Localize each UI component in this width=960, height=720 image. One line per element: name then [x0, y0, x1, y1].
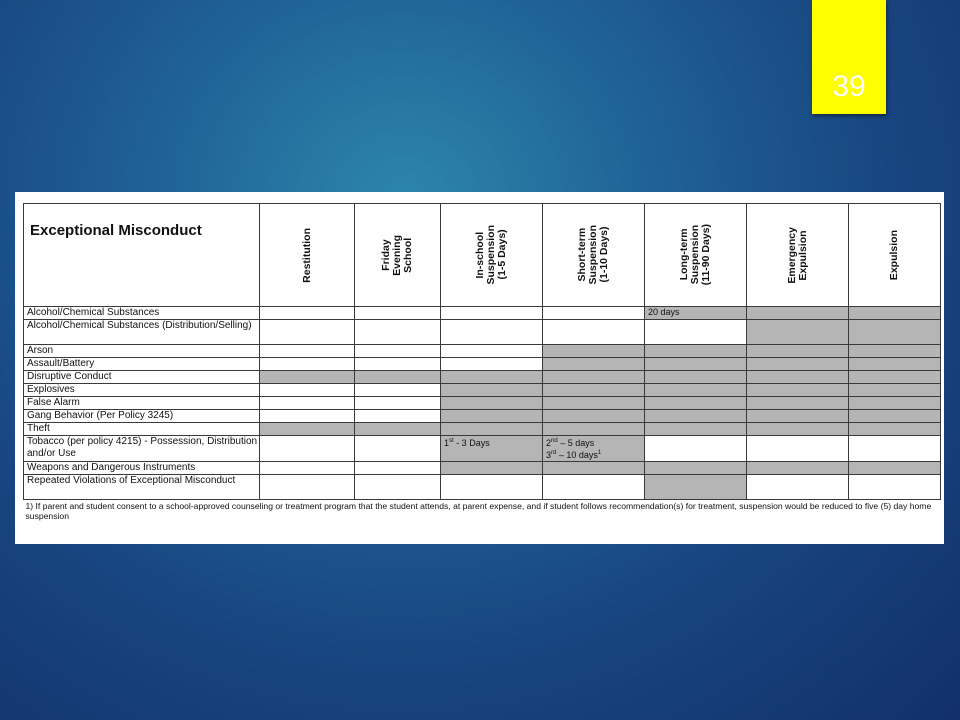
note-line: [546, 449, 644, 461]
cell: [747, 371, 849, 384]
cell: [543, 423, 645, 436]
note-ordinal: rd: [551, 450, 557, 456]
col-header-friday-evening-school: [355, 204, 441, 307]
cell: [747, 410, 849, 423]
row-label: Disruptive Conduct: [24, 371, 260, 384]
cell: [543, 475, 645, 500]
cell: [849, 423, 941, 436]
row-label: Alcohol/Chemical Substances: [24, 307, 260, 320]
cell: [645, 475, 747, 500]
cell: [355, 462, 441, 475]
slide-number-box: [812, 0, 886, 114]
cell: [260, 423, 355, 436]
cell: [260, 345, 355, 358]
cell: [260, 410, 355, 423]
cell: [849, 436, 941, 462]
cell: [441, 371, 543, 384]
cell-note-20-days: 20 days: [645, 307, 747, 320]
cell: [849, 358, 941, 371]
note-ordinal: nd: [551, 438, 558, 444]
cell: [441, 410, 543, 423]
table-row: [24, 436, 941, 462]
cell: [355, 307, 441, 320]
cell: [747, 320, 849, 345]
cell: [260, 384, 355, 397]
col-header-label: Emergency Expulsion: [785, 226, 809, 284]
cell: [543, 307, 645, 320]
row-label: Explosives: [24, 384, 260, 397]
table-row: [24, 475, 941, 500]
cell: [849, 307, 941, 320]
note-text: – 5 days: [557, 438, 595, 448]
cell: [747, 462, 849, 475]
cell: [355, 384, 441, 397]
table-row: [24, 371, 941, 384]
cell: [260, 475, 355, 500]
slide-number: 39: [832, 70, 866, 103]
cell: [543, 462, 645, 475]
cell: [260, 371, 355, 384]
cell: [645, 410, 747, 423]
table-row: [24, 345, 941, 358]
col-header-restitution: [260, 204, 355, 307]
misconduct-table: [23, 203, 941, 521]
col-header-long-term-suspension: [645, 204, 747, 307]
cell: [849, 397, 941, 410]
cell: [355, 436, 441, 462]
col-header-label: Long-term Suspension (11-90 Days): [678, 224, 712, 286]
cell: [645, 345, 747, 358]
cell: [543, 358, 645, 371]
cell: [645, 358, 747, 371]
cell: [543, 371, 645, 384]
cell: [645, 436, 747, 462]
row-label: False Alarm: [24, 397, 260, 410]
cell: [260, 320, 355, 345]
cell: [441, 307, 543, 320]
cell: [260, 358, 355, 371]
cell: [260, 462, 355, 475]
cell: [849, 371, 941, 384]
cell: [355, 320, 441, 345]
footnote: 1) If parent and student consent to a school-approved counseling or treatment program that the student attends, at parent expense, and if student follows recommendation(s) for treatment, suspension would be reduced to five (5) day home suspension: [25, 501, 932, 521]
cell: [355, 423, 441, 436]
cell: [355, 410, 441, 423]
cell: [849, 475, 941, 500]
header-row: [24, 204, 941, 307]
cell: [441, 358, 543, 371]
note-prefix: 3: [546, 450, 552, 460]
cell: [543, 384, 645, 397]
cell: [645, 320, 747, 345]
col-header-label: Expulsion: [888, 229, 900, 281]
row-label: Repeated Violations of Exceptional Misconduct: [24, 475, 260, 500]
cell: [747, 384, 849, 397]
cell: [260, 397, 355, 410]
cell: [355, 358, 441, 371]
cell: [849, 345, 941, 358]
col-header-label: In-school Suspension (1-5 Days): [474, 225, 508, 285]
cell: [747, 475, 849, 500]
table-row: [24, 410, 941, 423]
col-header-expulsion: [849, 204, 941, 307]
cell: [543, 320, 645, 345]
cell-note-short-term: [543, 436, 645, 462]
row-label: Theft: [24, 423, 260, 436]
cell: [260, 307, 355, 320]
table-row: [24, 307, 941, 320]
col-header-emergency-expulsion: [747, 204, 849, 307]
cell: [441, 475, 543, 500]
row-label: Assault/Battery: [24, 358, 260, 371]
note-prefix: 1: [444, 438, 450, 448]
cell: [747, 345, 849, 358]
table-row: [24, 462, 941, 475]
note-ordinal: st: [449, 438, 454, 444]
cell: [645, 423, 747, 436]
row-label: Gang Behavior (Per Policy 3245): [24, 410, 260, 423]
cell: [355, 397, 441, 410]
table-image-panel: [15, 192, 944, 544]
cell: [543, 345, 645, 358]
cell: [441, 397, 543, 410]
cell: [849, 320, 941, 345]
row-label: Tobacco (per policy 4215) - Possession, Distribution and/or Use: [24, 436, 260, 462]
cell: [645, 397, 747, 410]
col-header-short-term-suspension: [543, 204, 645, 307]
cell: [747, 358, 849, 371]
cell: [747, 397, 849, 410]
cell: [441, 345, 543, 358]
cell: [441, 423, 543, 436]
table-row: [24, 384, 941, 397]
cell: [441, 462, 543, 475]
col-header-label: Restitution: [300, 227, 313, 283]
cell: [355, 371, 441, 384]
note-prefix: 2: [546, 438, 552, 448]
cell: [849, 462, 941, 475]
cell-note-in-school: [441, 436, 543, 462]
footnote-marker: 1: [597, 450, 602, 456]
col-header-in-school-suspension: [441, 204, 543, 307]
note-text: - 3 Days: [453, 438, 490, 448]
cell: [645, 462, 747, 475]
note-line: [546, 437, 644, 449]
row-label: Arson: [24, 345, 260, 358]
footnote-row: [24, 500, 941, 522]
cell: [747, 423, 849, 436]
cell: [441, 384, 543, 397]
row-label: Weapons and Dangerous Instruments: [24, 462, 260, 475]
table-row: [24, 397, 941, 410]
cell: [849, 384, 941, 397]
cell: [849, 410, 941, 423]
cell: [441, 320, 543, 345]
table-title: Exceptional Misconduct: [24, 204, 260, 307]
cell: [543, 410, 645, 423]
table-row: [24, 320, 941, 345]
table-row: [24, 423, 941, 436]
cell: [260, 436, 355, 462]
note-text: – 10 days: [556, 450, 598, 460]
cell: [747, 307, 849, 320]
col-header-label: Short-term Suspension (1-10 Days): [576, 225, 610, 285]
table-row: [24, 358, 941, 371]
row-label: Alcohol/Chemical Substances (Distribution/Selling): [24, 320, 260, 345]
cell: [645, 384, 747, 397]
col-header-label: Friday Evening School: [380, 234, 414, 276]
cell: [543, 397, 645, 410]
cell: [747, 436, 849, 462]
cell: [355, 475, 441, 500]
cell: [645, 371, 747, 384]
cell: [355, 345, 441, 358]
